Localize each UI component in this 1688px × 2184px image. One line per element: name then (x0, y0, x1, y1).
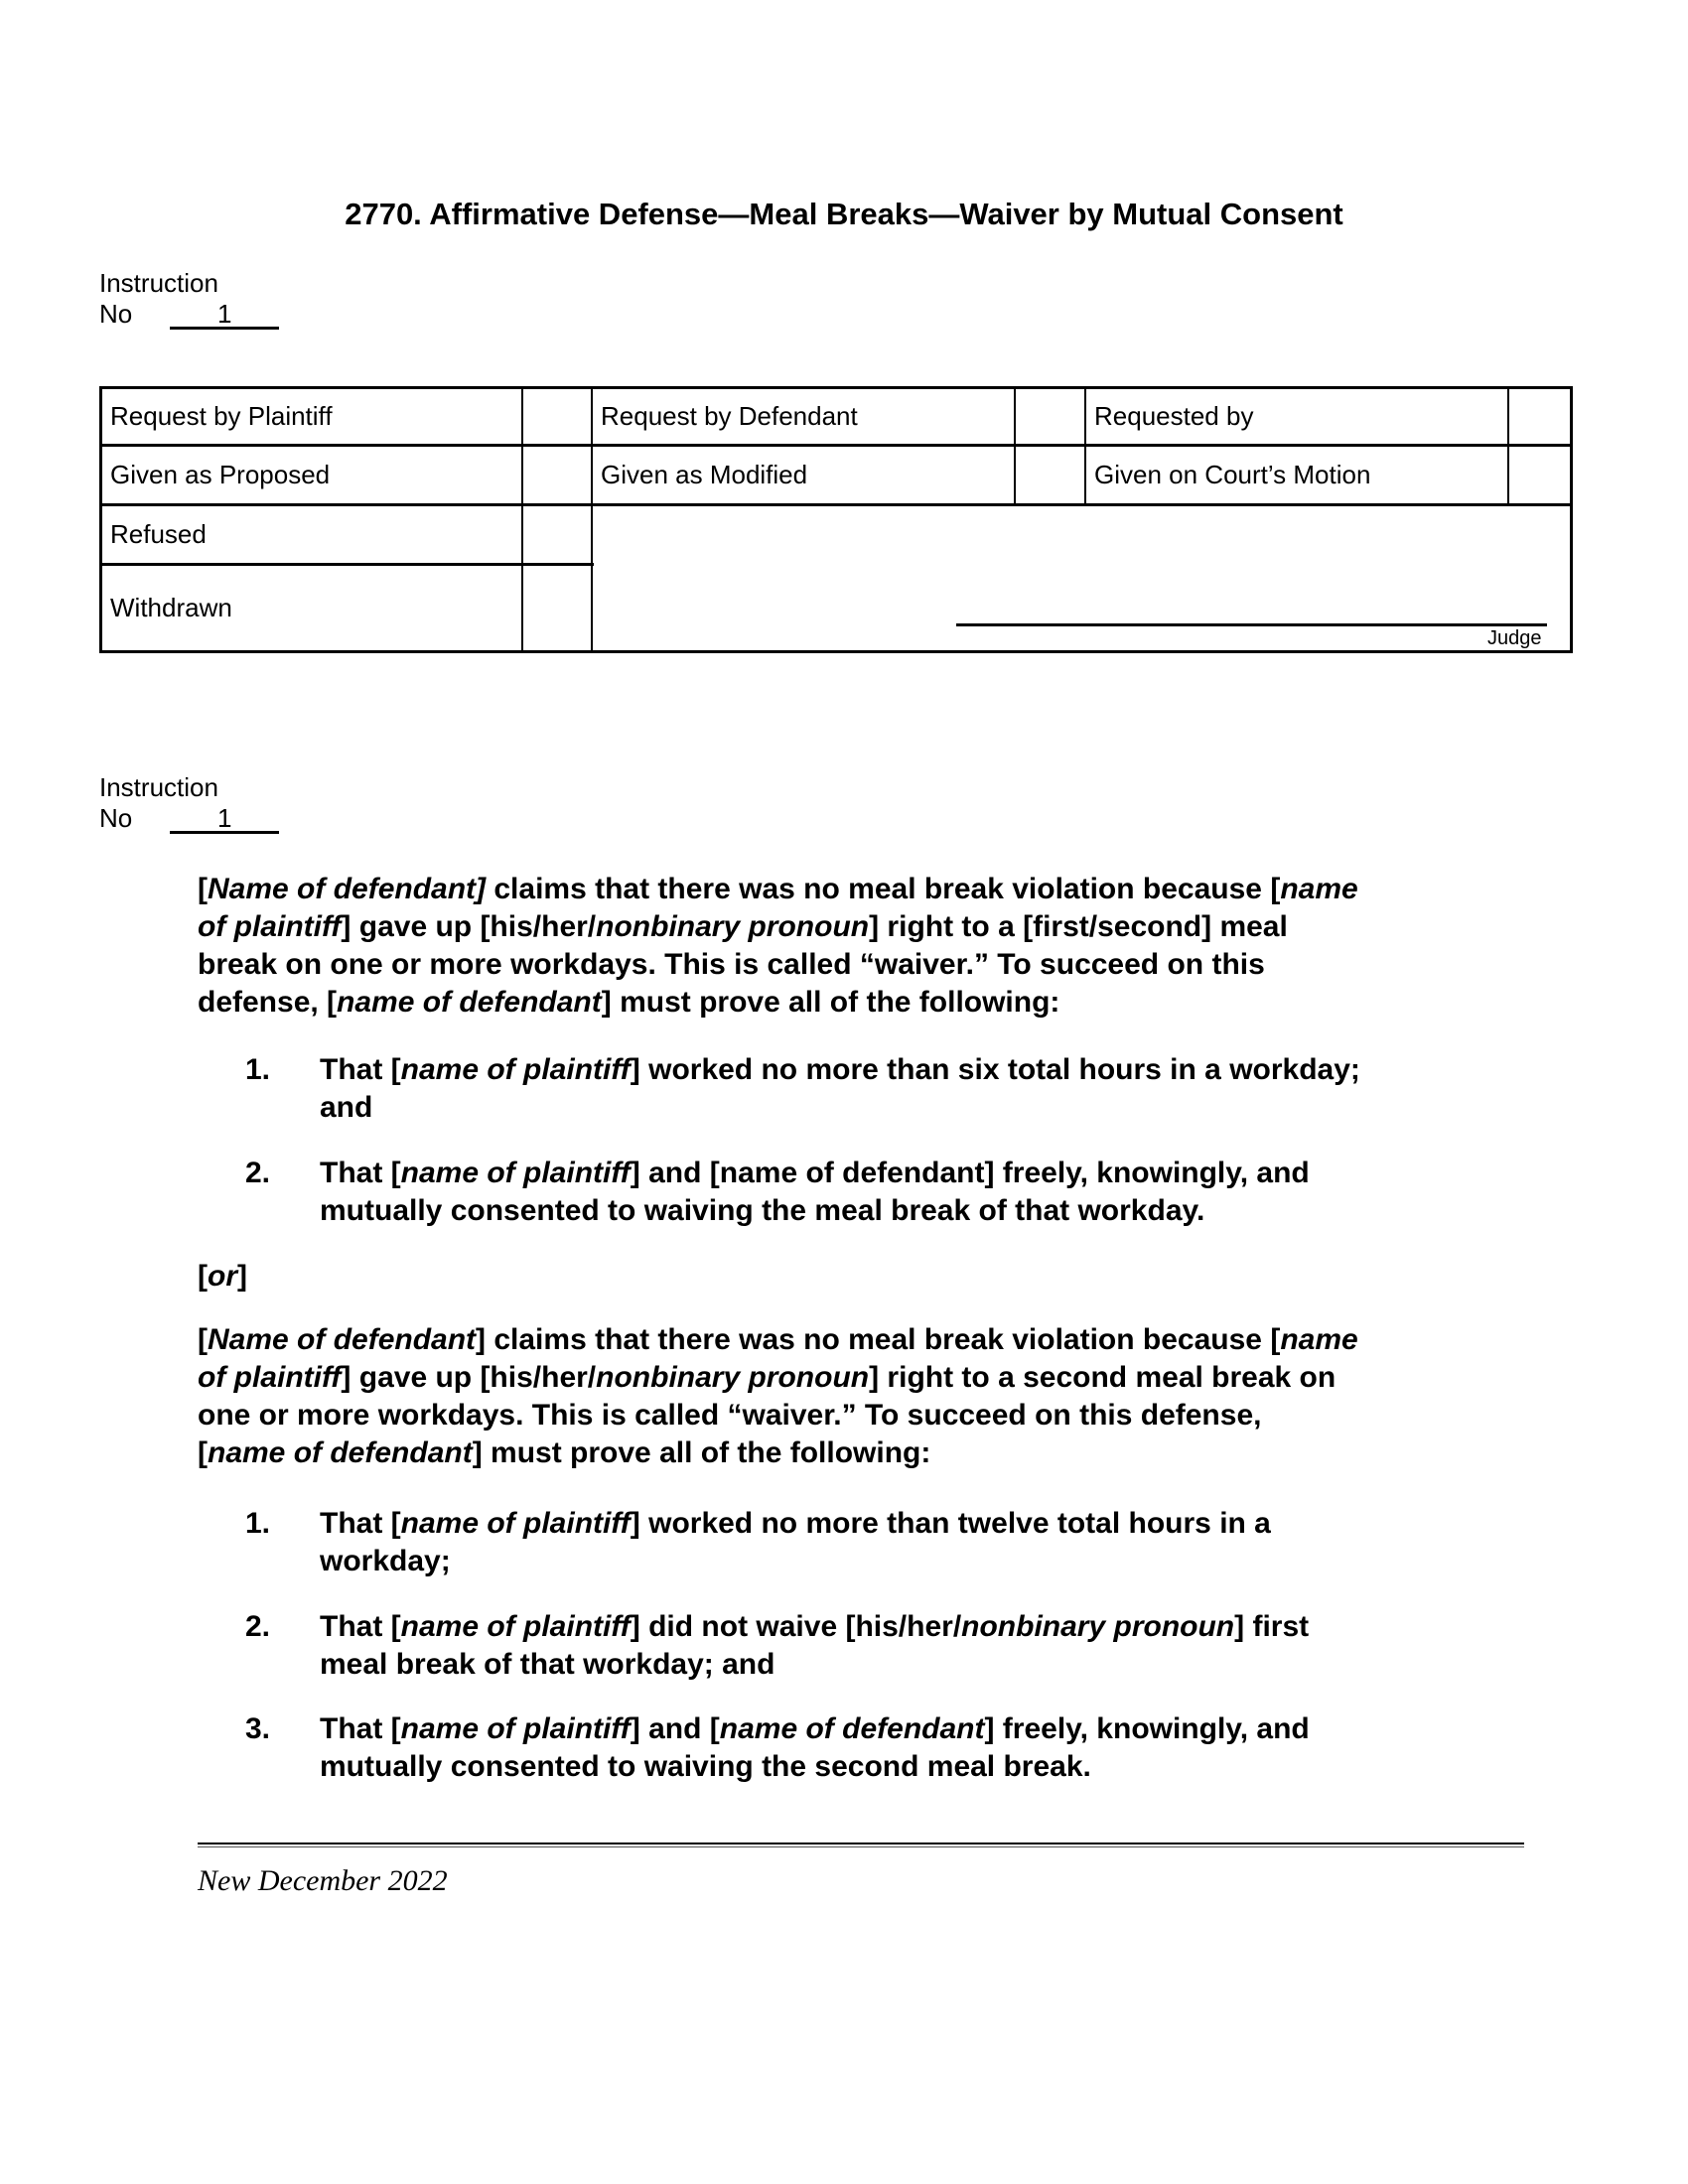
placeholder-text: name (1280, 873, 1358, 905)
placeholder-text: name of plaintiff (400, 1157, 631, 1189)
text-segment: ] must prove all of the following: (472, 1436, 931, 1469)
text-segment: ] must prove all of the following: (601, 986, 1060, 1019)
instruction-label: Instruction (99, 772, 218, 802)
text-segment: That [ (320, 1053, 401, 1086)
instruction-label: Instruction (99, 268, 218, 298)
page-title: 2770. Affirmative Defense—Meal Breaks—Waiver by Mutual Consent (345, 197, 1343, 231)
text-segment: That [ (320, 1507, 401, 1540)
text-line (320, 1543, 451, 1580)
list-number: 1. (245, 1053, 271, 1086)
no-label: No (99, 299, 133, 329)
text-line (320, 1155, 1310, 1192)
request-by-plaintiff-label: Request by Plaintiff (110, 401, 333, 431)
text-line (198, 1321, 1358, 1359)
placeholder-text: name of defendant (208, 1436, 473, 1469)
no-label: No (99, 803, 133, 833)
text-line (198, 1397, 1261, 1434)
text-line (320, 1646, 774, 1684)
requested-by-checkbox[interactable] (1509, 389, 1570, 444)
placeholder-text: name of plaintiff (400, 1507, 631, 1540)
instruction-number: 1 (170, 301, 279, 330)
given-on-courts-motion-checkbox[interactable] (1509, 447, 1570, 503)
text-line (198, 946, 1265, 984)
text-segment: ] and [ (630, 1712, 720, 1745)
instruction-number: 1 (170, 805, 279, 834)
revision-note: New December 2022 (198, 1864, 448, 1897)
placeholder-text: Name of defendant] (208, 873, 487, 905)
withdrawn-label: Withdrawn (110, 593, 232, 622)
list-number: 3. (245, 1712, 271, 1745)
text-segment: [ (198, 1323, 208, 1356)
given-as-proposed-checkbox[interactable] (523, 447, 591, 503)
placeholder-text: name of plaintiff (400, 1712, 631, 1745)
text-segment: one or more workdays. This is called “waiver.” To succeed on this defense, (198, 1399, 1262, 1432)
text-line (198, 908, 1288, 946)
text-segment: defense, [ (198, 986, 338, 1019)
placeholder-text: name (1280, 1323, 1358, 1356)
list-number: 2. (245, 1157, 271, 1189)
text-segment: ] did not waive [his/her/ (630, 1610, 962, 1643)
placeholder-text: name of defendant (719, 1712, 985, 1745)
text-line (320, 1608, 1309, 1646)
text-segment: mutually consented to waiving the meal break of that workday. (320, 1194, 1205, 1227)
placeholder-text: name of plaintiff (400, 1053, 631, 1086)
text-segment: claims that there was no meal break violation because [ (486, 873, 1281, 905)
text-segment: [ (198, 1260, 208, 1293)
refused-label: Refused (110, 519, 207, 549)
placeholder-text: nonbinary pronoun (596, 1361, 870, 1394)
text-segment: ] gave up [his/her/ (341, 910, 597, 943)
text-line (198, 871, 1358, 908)
text-segment: ] freely, knowingly, and (984, 1712, 1310, 1745)
given-as-modified-checkbox[interactable] (1016, 447, 1084, 503)
text-line (320, 1051, 1360, 1089)
list-number: 2. (245, 1610, 271, 1643)
text-line (320, 1710, 1310, 1748)
text-line (320, 1748, 1091, 1786)
text-segment: That [ (320, 1712, 401, 1745)
given-on-courts-motion-label: Given on Court’s Motion (1094, 460, 1371, 489)
text-segment: ] worked no more than twelve total hours in a (630, 1507, 1271, 1540)
text-segment: mutually consented to waiving the second meal break. (320, 1750, 1091, 1783)
given-as-proposed-label: Given as Proposed (110, 460, 331, 489)
text-segment: meal break of that workday; and (320, 1648, 775, 1681)
instruction-control-table (99, 386, 1573, 653)
placeholder-text: nonbinary pronoun (596, 910, 870, 943)
instruction-number-block (99, 268, 279, 330)
withdrawn-checkbox[interactable] (523, 566, 591, 650)
footer-divider-thin (198, 1846, 1524, 1847)
text-segment: ] gave up [his/her/ (341, 1361, 597, 1394)
text-segment: break on one or more workdays. This is called “waiver.” To succeed on this (198, 948, 1265, 981)
text-segment: and (320, 1091, 373, 1124)
text-segment: workday; (320, 1545, 451, 1577)
request-by-plaintiff-checkbox[interactable] (523, 389, 591, 444)
placeholder-text: of plaintiff (198, 1361, 342, 1394)
text-segment: ] right to a [first/second] meal (869, 910, 1288, 943)
text-segment: That [ (320, 1157, 401, 1189)
text-segment: [ (198, 873, 208, 905)
text-segment: ] claims that there was no meal break violation because [ (476, 1323, 1281, 1356)
placeholder-text: or (208, 1260, 237, 1293)
placeholder-text: name of plaintiff (400, 1610, 631, 1643)
list-number: 1. (245, 1507, 271, 1540)
text-segment: [ (198, 1436, 208, 1469)
judge-label: Judge (1487, 627, 1542, 649)
placeholder-text: Name of defendant (208, 1323, 477, 1356)
text-segment: That [ (320, 1610, 401, 1643)
text-line (198, 1359, 1336, 1397)
placeholder-text: of plaintiff (198, 910, 342, 943)
given-as-modified-label: Given as Modified (601, 460, 808, 489)
text-line (198, 984, 1059, 1022)
text-segment: ] worked no more than six total hours in a workday; (630, 1053, 1360, 1086)
text-segment: ] and [name of defendant] freely, knowingly, and (630, 1157, 1310, 1189)
text-line (198, 1434, 930, 1472)
placeholder-text: name of defendant (337, 986, 602, 1019)
requested-by-label: Requested by (1094, 401, 1254, 431)
text-segment: ] (237, 1260, 247, 1293)
text-line (198, 1258, 247, 1296)
judge-signature-line[interactable] (956, 623, 1547, 626)
footer-divider (198, 1843, 1524, 1844)
request-by-defendant-label: Request by Defendant (601, 401, 858, 431)
text-line (320, 1505, 1271, 1543)
text-segment: ] right to a second meal break on (869, 1361, 1336, 1394)
text-line (320, 1089, 372, 1127)
instruction-number-block-2 (99, 772, 279, 834)
text-line (320, 1192, 1204, 1230)
refused-checkbox[interactable] (523, 506, 591, 563)
placeholder-text: nonbinary pronoun (961, 1610, 1235, 1643)
request-by-defendant-checkbox[interactable] (1016, 389, 1084, 444)
text-segment: ] first (1234, 1610, 1310, 1643)
